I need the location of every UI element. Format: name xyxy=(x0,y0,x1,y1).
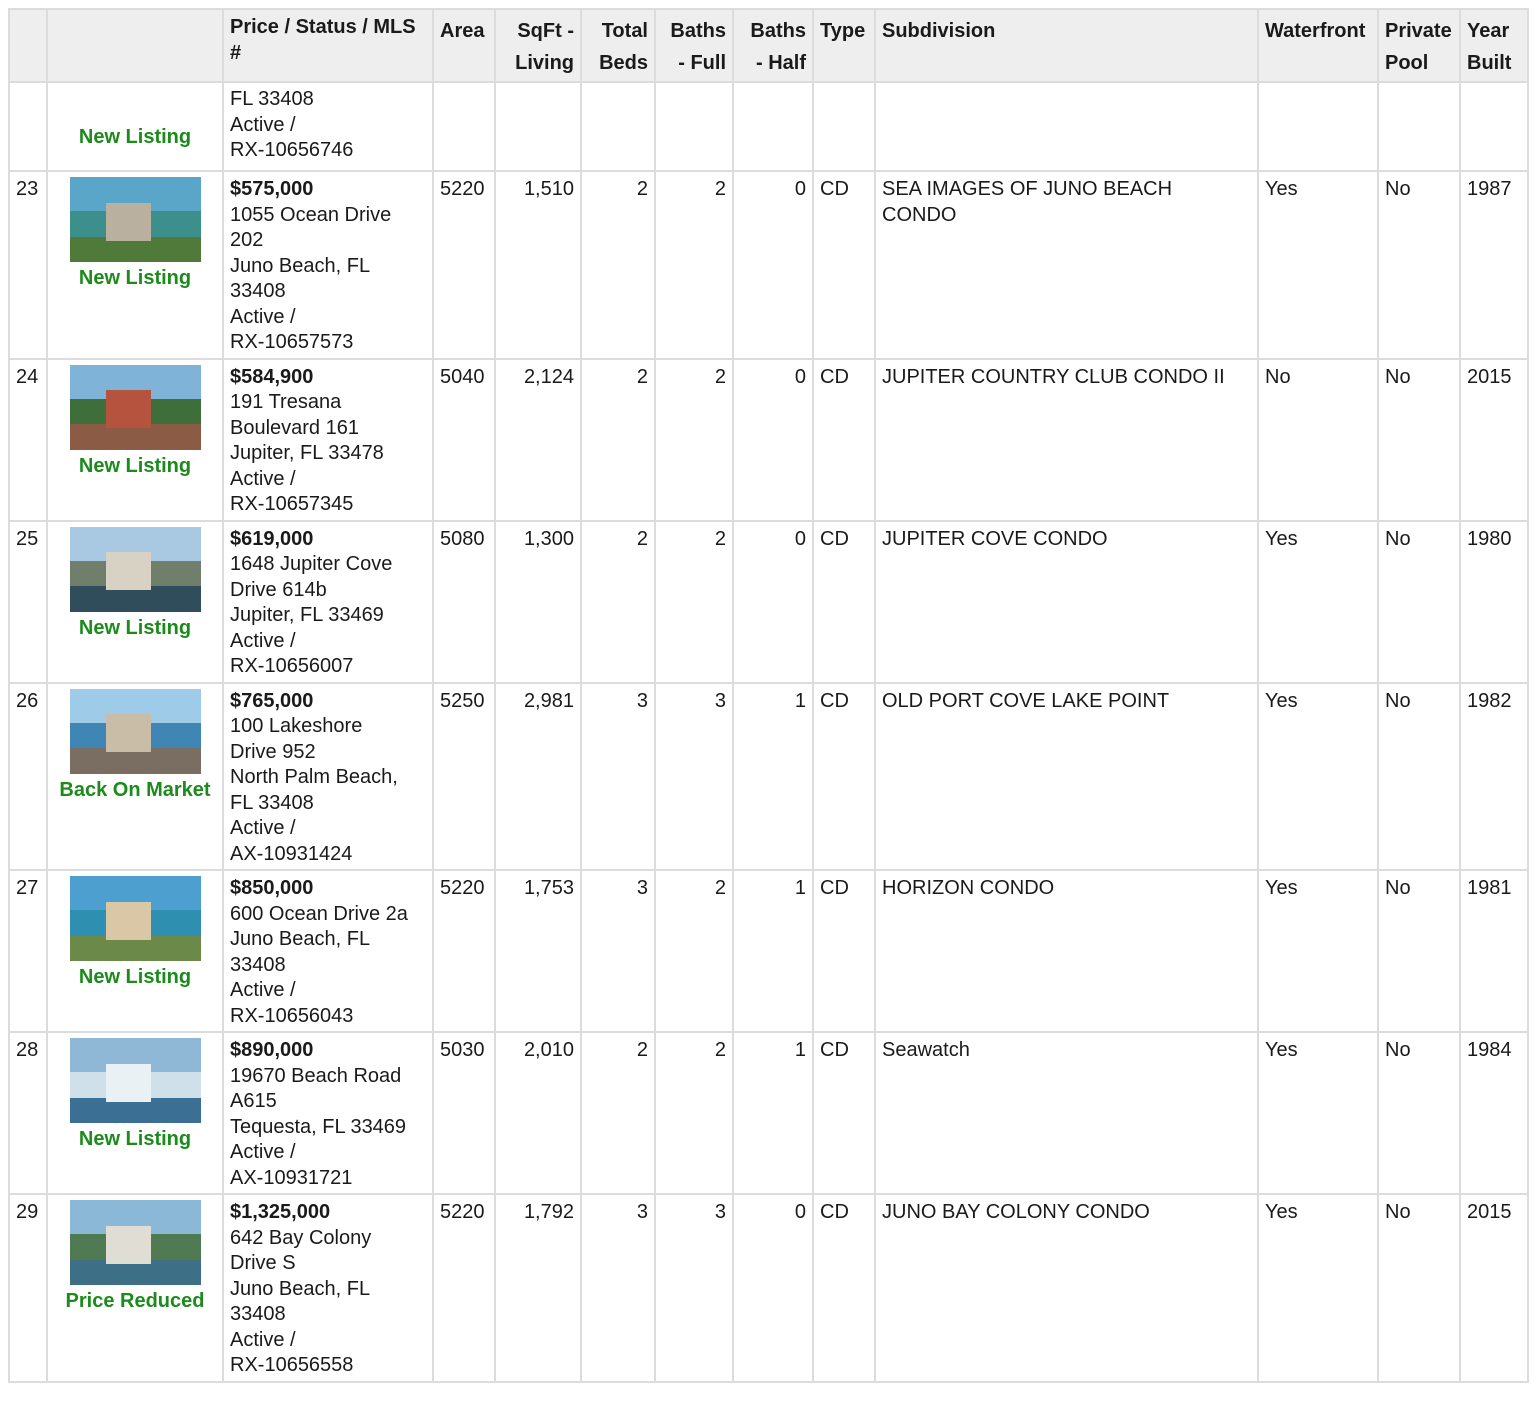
waterfront-value: No xyxy=(1265,365,1291,388)
address-line: Juno Beach, FL xyxy=(230,928,371,950)
year-cell xyxy=(1460,1032,1528,1194)
area-value: 5220 xyxy=(440,1201,485,1223)
row-number: 28 xyxy=(16,1039,39,1061)
waterfront-value: Yes xyxy=(1265,1201,1298,1223)
row-index xyxy=(9,870,47,1032)
baths-half-value: 0 xyxy=(794,365,806,388)
pool-cell xyxy=(1378,82,1460,171)
sqft-value: 2,981 xyxy=(523,689,574,712)
year-cell xyxy=(1460,521,1528,683)
status-line: Active / xyxy=(230,817,296,839)
pool-value: No xyxy=(1385,877,1411,899)
address-line: A615 xyxy=(230,1090,277,1112)
row-number: 26 xyxy=(16,689,39,712)
listing-status-label: Back On Market xyxy=(59,778,211,801)
header-index xyxy=(9,9,47,82)
header-baths-half[interactable]: Baths - Half xyxy=(733,9,813,82)
listing-price: $619,000 xyxy=(230,527,314,550)
pool-cell xyxy=(1378,171,1460,359)
beds-cell xyxy=(581,1194,655,1382)
photo-cell xyxy=(47,1194,223,1382)
baths-full-value: 2 xyxy=(714,1039,726,1061)
type-cell xyxy=(813,521,875,683)
pool-value: No xyxy=(1385,178,1411,200)
subdivision-cell xyxy=(875,82,1258,171)
photo-building xyxy=(106,203,151,241)
area-value: 5080 xyxy=(440,527,485,550)
subdivision-value: JUNO BAY COLONY CONDO xyxy=(882,1201,1150,1223)
type-cell xyxy=(813,171,875,359)
address-line: 1648 Jupiter Cove xyxy=(230,553,393,575)
baths-half-value: 1 xyxy=(794,689,806,712)
sqft-value: 1,510 xyxy=(523,178,574,200)
year-value: 2015 xyxy=(1467,1201,1512,1223)
sqft-cell xyxy=(495,82,581,171)
photo-cell xyxy=(47,82,223,171)
mls-number[interactable]: RX-10657345 xyxy=(230,493,354,515)
baths-full-cell xyxy=(655,683,733,871)
header-private-pool[interactable]: Private Pool xyxy=(1378,9,1460,82)
sqft-value: 2,010 xyxy=(523,1039,574,1061)
listing-status-label: New Listing xyxy=(78,454,192,477)
header-waterfront[interactable]: Waterfront xyxy=(1258,9,1378,82)
status-line: Active / xyxy=(230,629,296,652)
row-index xyxy=(9,1032,47,1194)
photo-cell xyxy=(47,359,223,521)
year-cell xyxy=(1460,359,1528,521)
beds-cell xyxy=(581,171,655,359)
header-baths-full[interactable]: Baths - Full xyxy=(655,9,733,82)
baths-full-value: 2 xyxy=(714,877,726,899)
type-value: CD xyxy=(820,178,849,200)
area-value: 5030 xyxy=(440,1039,485,1061)
beds-cell xyxy=(581,1032,655,1194)
table-row[interactable] xyxy=(9,359,1528,521)
subdivision-cell xyxy=(875,521,1258,683)
status-line: Active / xyxy=(230,113,296,136)
row-index xyxy=(9,171,47,359)
year-value: 2015 xyxy=(1467,365,1512,388)
row-index xyxy=(9,1194,47,1382)
price-status-mls-cell xyxy=(223,1194,433,1382)
subdivision-value: HORIZON CONDO xyxy=(882,877,1055,899)
baths-half-cell xyxy=(733,1032,813,1194)
area-cell xyxy=(433,359,495,521)
status-line: Active / xyxy=(230,1141,296,1163)
listing-status-label: Price Reduced xyxy=(65,1290,205,1312)
table-row[interactable] xyxy=(9,521,1528,683)
photo-building xyxy=(106,1226,151,1264)
baths-half-cell xyxy=(733,521,813,683)
year-value: 1981 xyxy=(1467,877,1512,899)
address-line: Tequesta, FL 33469 xyxy=(230,1115,407,1138)
table-row[interactable] xyxy=(9,683,1528,871)
address-line: 33408 xyxy=(230,953,286,976)
waterfront-cell xyxy=(1258,359,1378,521)
header-photo xyxy=(47,9,223,82)
area-cell xyxy=(433,870,495,1032)
subdivision-value: JUPITER COVE CONDO xyxy=(882,527,1108,550)
listing-photo[interactable] xyxy=(70,365,201,450)
mls-number[interactable]: RX-10657573 xyxy=(230,331,354,353)
baths-half-value: 1 xyxy=(794,877,806,899)
baths-half-cell xyxy=(733,171,813,359)
status-line: Active / xyxy=(230,1328,296,1351)
waterfront-value: Yes xyxy=(1265,689,1298,712)
area-value: 5040 xyxy=(440,365,485,388)
subdivision-cell xyxy=(875,359,1258,521)
sqft-value: 1,300 xyxy=(523,527,574,550)
subdivision-cell xyxy=(875,1032,1258,1194)
pool-cell xyxy=(1378,1194,1460,1382)
header-sqft-living[interactable]: SqFt - Living xyxy=(495,9,581,82)
waterfront-cell xyxy=(1258,521,1378,683)
table-row[interactable] xyxy=(9,171,1528,359)
type-value: CD xyxy=(820,877,849,899)
pool-cell xyxy=(1378,521,1460,683)
row-index xyxy=(9,683,47,871)
pool-cell xyxy=(1378,683,1460,871)
waterfront-cell xyxy=(1258,683,1378,871)
address-line: Drive 614b xyxy=(230,578,327,601)
listing-photo[interactable] xyxy=(70,689,201,774)
address-line: Jupiter, FL 33469 xyxy=(230,604,384,626)
header-year-built[interactable]: Year Built xyxy=(1460,9,1528,82)
subdivision-value: OLD PORT COVE LAKE POINT xyxy=(882,689,1170,712)
photo-cell xyxy=(47,521,223,683)
subdivision-cell xyxy=(875,171,1258,359)
year-value: 1984 xyxy=(1467,1039,1512,1061)
sqft-cell xyxy=(495,683,581,871)
waterfront-value: Yes xyxy=(1265,178,1298,200)
address-line: Juno Beach, FL xyxy=(230,1277,371,1300)
row-index xyxy=(9,82,47,171)
sqft-cell xyxy=(495,521,581,683)
pool-cell xyxy=(1378,870,1460,1032)
status-line: Active / xyxy=(230,305,296,328)
waterfront-cell xyxy=(1258,870,1378,1032)
price-status-mls-cell xyxy=(223,683,433,871)
year-cell xyxy=(1460,870,1528,1032)
sqft-cell xyxy=(495,1032,581,1194)
area-cell xyxy=(433,1032,495,1194)
baths-full-cell xyxy=(655,1194,733,1382)
year-cell xyxy=(1460,683,1528,871)
price-status-mls-cell xyxy=(223,870,433,1032)
table-row[interactable] xyxy=(9,870,1528,1032)
beds-cell xyxy=(581,359,655,521)
photo-building xyxy=(106,390,151,428)
mls-number[interactable]: RX-10656746 xyxy=(230,139,354,161)
beds-cell xyxy=(581,82,655,171)
sqft-cell xyxy=(495,1194,581,1382)
beds-value: 2 xyxy=(636,1039,648,1061)
header-row xyxy=(9,9,1528,82)
mls-number[interactable]: AX-10931721 xyxy=(230,1166,353,1189)
waterfront-cell xyxy=(1258,1032,1378,1194)
baths-full-value: 3 xyxy=(714,689,726,712)
subdivision-value: SEA IMAGES OF JUNO BEACH CONDO xyxy=(882,178,1173,226)
baths-full-value: 3 xyxy=(714,1201,726,1223)
row-index xyxy=(9,359,47,521)
listing-photo[interactable] xyxy=(70,1038,201,1123)
type-value: CD xyxy=(820,527,849,550)
area-cell xyxy=(433,171,495,359)
address-line: Boulevard 161 xyxy=(230,416,359,439)
listing-photo[interactable] xyxy=(70,177,201,262)
header-price-status-mls[interactable]: Price / Status / MLS # xyxy=(223,9,433,82)
year-value: 1980 xyxy=(1467,527,1512,550)
year-cell xyxy=(1460,1194,1528,1382)
listings-table xyxy=(8,8,1529,1383)
photo-building xyxy=(106,552,151,590)
row-number: 24 xyxy=(16,365,39,388)
address-line: North Palm Beach, xyxy=(230,766,398,788)
pool-cell xyxy=(1378,359,1460,521)
status-line: Active / xyxy=(230,979,296,1001)
baths-half-value: 0 xyxy=(794,1201,806,1223)
baths-half-cell xyxy=(733,82,813,171)
mls-number[interactable]: AX-10931424 xyxy=(230,842,353,865)
subdivision-cell xyxy=(875,870,1258,1032)
listing-price: $850,000 xyxy=(230,877,314,899)
sqft-value: 1,792 xyxy=(523,1201,574,1223)
row-number: 25 xyxy=(16,527,39,550)
type-value: CD xyxy=(820,1039,849,1061)
header-type[interactable]: Type xyxy=(813,9,875,82)
waterfront-value: Yes xyxy=(1265,1039,1298,1061)
waterfront-value: Yes xyxy=(1265,527,1298,550)
address-line: 100 Lakeshore xyxy=(230,715,363,737)
address-line: 202 xyxy=(230,229,264,251)
address-line: Drive S xyxy=(230,1252,296,1274)
address-line: 642 Bay Colony xyxy=(230,1226,372,1249)
area-value: 5220 xyxy=(440,178,485,200)
type-value: CD xyxy=(820,1201,849,1223)
listing-price: $584,900 xyxy=(230,365,314,388)
listing-photo[interactable] xyxy=(70,876,201,961)
type-value: CD xyxy=(820,365,849,388)
listing-price: $575,000 xyxy=(230,178,314,200)
subdivision-value: JUPITER COUNTRY CLUB CONDO II xyxy=(882,365,1225,388)
photo-cell xyxy=(47,1032,223,1194)
waterfront-cell xyxy=(1258,1194,1378,1382)
baths-full-cell xyxy=(655,1032,733,1194)
status-line: Active / xyxy=(230,467,296,490)
type-cell xyxy=(813,82,875,171)
row-number: 23 xyxy=(16,178,39,200)
listing-price: $1,325,000 xyxy=(230,1201,331,1223)
listing-photo[interactable] xyxy=(70,527,201,612)
area-value: 5250 xyxy=(440,689,485,712)
area-cell xyxy=(433,521,495,683)
area-cell xyxy=(433,1194,495,1382)
waterfront-cell xyxy=(1258,82,1378,171)
baths-full-cell xyxy=(655,870,733,1032)
baths-full-value: 2 xyxy=(714,178,726,200)
baths-full-cell xyxy=(655,359,733,521)
beds-value: 3 xyxy=(636,689,648,712)
beds-cell xyxy=(581,870,655,1032)
area-cell xyxy=(433,683,495,871)
row-number: 27 xyxy=(16,877,39,899)
beds-value: 3 xyxy=(636,877,648,899)
baths-half-value: 0 xyxy=(794,527,806,550)
photo-building xyxy=(106,902,151,940)
baths-half-cell xyxy=(733,870,813,1032)
listing-price: $765,000 xyxy=(230,689,314,712)
table-row-partial[interactable] xyxy=(9,82,1528,171)
beds-value: 3 xyxy=(636,1201,648,1223)
photo-building xyxy=(106,1064,151,1102)
address-line: FL 33408 xyxy=(230,88,314,110)
address-line: Jupiter, FL 33478 xyxy=(230,442,384,464)
pool-value: No xyxy=(1385,527,1411,550)
mls-number[interactable]: RX-10656558 xyxy=(230,1354,354,1376)
sqft-value: 1,753 xyxy=(523,877,574,899)
table-row[interactable] xyxy=(9,1032,1528,1194)
listing-status-label: New Listing xyxy=(78,267,192,289)
sqft-cell xyxy=(495,359,581,521)
type-cell xyxy=(813,1032,875,1194)
photo-cell xyxy=(47,683,223,871)
pool-cell xyxy=(1378,1032,1460,1194)
mls-number[interactable]: RX-10656043 xyxy=(230,1004,354,1027)
photo-cell xyxy=(47,870,223,1032)
baths-full-value: 2 xyxy=(714,365,726,388)
waterfront-value: Yes xyxy=(1265,877,1298,899)
subdivision-cell xyxy=(875,683,1258,871)
baths-half-cell xyxy=(733,1194,813,1382)
listing-price: $890,000 xyxy=(230,1039,314,1061)
price-status-mls-cell xyxy=(223,1032,433,1194)
price-status-mls-cell xyxy=(223,171,433,359)
mls-number[interactable]: RX-10656007 xyxy=(230,655,354,677)
beds-value: 2 xyxy=(636,365,648,388)
year-value: 1987 xyxy=(1467,178,1512,200)
address-line: 1055 Ocean Drive xyxy=(230,203,392,226)
area-value: 5220 xyxy=(440,877,485,899)
price-status-mls-cell xyxy=(223,521,433,683)
sqft-cell xyxy=(495,171,581,359)
price-status-mls-cell xyxy=(223,82,433,171)
header-area[interactable]: Area xyxy=(433,9,495,82)
pool-value: No xyxy=(1385,689,1411,712)
sqft-cell xyxy=(495,870,581,1032)
listing-photo[interactable] xyxy=(70,1200,201,1285)
beds-cell xyxy=(581,683,655,871)
year-value: 1982 xyxy=(1467,689,1512,712)
photo-cell xyxy=(47,171,223,359)
header-total-beds[interactable]: Total Beds xyxy=(581,9,655,82)
address-line: 33408 xyxy=(230,1303,286,1325)
listing-status-label: New Listing xyxy=(78,966,192,988)
price-status-mls-cell xyxy=(223,359,433,521)
listing-status-label: New Listing xyxy=(78,125,192,148)
pool-value: No xyxy=(1385,1039,1411,1061)
subdivision-cell xyxy=(875,1194,1258,1382)
row-index xyxy=(9,521,47,683)
baths-half-cell xyxy=(733,683,813,871)
address-line: FL 33408 xyxy=(230,791,314,814)
baths-full-cell xyxy=(655,171,733,359)
address-line: 600 Ocean Drive 2a xyxy=(230,902,408,925)
area-cell xyxy=(433,82,495,171)
type-cell xyxy=(813,683,875,871)
listing-status-label: New Listing xyxy=(78,1128,192,1150)
baths-full-value: 2 xyxy=(714,527,726,550)
baths-half-value: 1 xyxy=(794,1039,806,1061)
beds-cell xyxy=(581,521,655,683)
type-cell xyxy=(813,870,875,1032)
year-cell xyxy=(1460,171,1528,359)
row-number: 29 xyxy=(16,1201,39,1223)
baths-full-cell xyxy=(655,82,733,171)
baths-half-value: 0 xyxy=(794,178,806,200)
photo-building xyxy=(106,714,151,752)
sqft-value: 2,124 xyxy=(523,365,574,388)
address-line: Drive 952 xyxy=(230,740,316,763)
address-line: 191 Tresana xyxy=(230,391,342,413)
baths-half-cell xyxy=(733,359,813,521)
table-row[interactable] xyxy=(9,1194,1528,1382)
subdivision-value: Seawatch xyxy=(882,1039,970,1061)
address-line: 33408 xyxy=(230,280,286,302)
type-value: CD xyxy=(820,689,849,712)
address-line: Juno Beach, FL xyxy=(230,254,371,277)
year-cell xyxy=(1460,82,1528,171)
beds-value: 2 xyxy=(636,527,648,550)
beds-value: 2 xyxy=(636,178,648,200)
pool-value: No xyxy=(1385,1201,1411,1223)
pool-value: No xyxy=(1385,365,1411,388)
type-cell xyxy=(813,359,875,521)
address-line: 19670 Beach Road xyxy=(230,1064,402,1087)
type-cell xyxy=(813,1194,875,1382)
listing-status-label: New Listing xyxy=(78,616,192,639)
waterfront-cell xyxy=(1258,171,1378,359)
header-subdivision[interactable]: Subdivision xyxy=(875,9,1258,82)
baths-full-cell xyxy=(655,521,733,683)
